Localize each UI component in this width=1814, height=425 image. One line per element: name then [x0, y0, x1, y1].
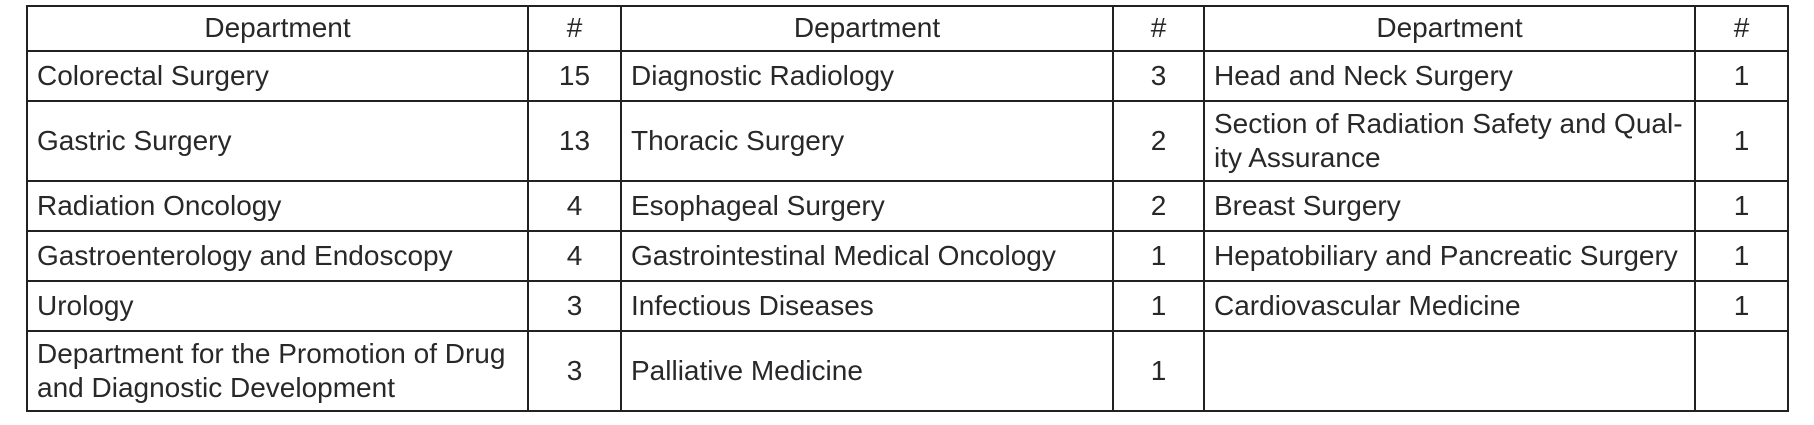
department-cell: Colorectal Surgery: [27, 51, 528, 101]
department-cell: Thoracic Surgery: [621, 101, 1113, 181]
count-cell: 1: [1695, 231, 1788, 281]
department-header: Department: [621, 6, 1113, 51]
department-cell: [1204, 331, 1695, 411]
count-cell: 13: [528, 101, 621, 181]
department-cell: Gastric Surgery: [27, 101, 528, 181]
department-cell: Palliative Medicine: [621, 331, 1113, 411]
department-header: Department: [27, 6, 528, 51]
count-cell: 2: [1113, 101, 1204, 181]
count-cell: 4: [528, 231, 621, 281]
count-cell: 1: [1113, 231, 1204, 281]
department-cell: Section of Radiation Safety and Quality Assurance: [1204, 101, 1695, 181]
department-cell: Diagnostic Radiology: [621, 51, 1113, 101]
department-cell: Head and Neck Surgery: [1204, 51, 1695, 101]
count-cell: 1: [1695, 51, 1788, 101]
department-cell: Hepatobiliary and Pancreatic Surgery: [1204, 231, 1695, 281]
table-row: [27, 231, 1788, 281]
department-cell: Gastroenterology and Endoscopy: [27, 231, 528, 281]
count-cell: 1: [1113, 281, 1204, 331]
count-cell: 15: [528, 51, 621, 101]
count-header: #: [1695, 6, 1788, 51]
table-header-row: [27, 6, 1788, 51]
department-cell: Breast Surgery: [1204, 181, 1695, 231]
count-cell: 1: [1695, 101, 1788, 181]
count-cell: 3: [528, 281, 621, 331]
count-header: #: [1113, 6, 1204, 51]
table-row: [27, 331, 1788, 411]
departments-table: [26, 5, 1789, 412]
count-cell: 1: [1695, 181, 1788, 231]
department-header: Department: [1204, 6, 1695, 51]
table-row: [27, 181, 1788, 231]
count-cell: 2: [1113, 181, 1204, 231]
department-cell: Esophageal Surgery: [621, 181, 1113, 231]
count-cell: 3: [1113, 51, 1204, 101]
department-cell: Radiation Oncology: [27, 181, 528, 231]
table-row: [27, 281, 1788, 331]
department-cell: Urology: [27, 281, 528, 331]
department-cell: Department for the Promotion of Drug and Diagnostic Development: [27, 331, 528, 411]
count-cell: 1: [1113, 331, 1204, 411]
count-cell: 3: [528, 331, 621, 411]
department-cell: Infectious Diseases: [621, 281, 1113, 331]
table-row: [27, 51, 1788, 101]
count-cell: [1695, 331, 1788, 411]
count-header: #: [528, 6, 621, 51]
count-cell: 1: [1695, 281, 1788, 331]
department-cell: Cardiovascular Medicine: [1204, 281, 1695, 331]
count-cell: 4: [528, 181, 621, 231]
department-cell: Gastrointestinal Medical Oncology: [621, 231, 1113, 281]
table-row: [27, 101, 1788, 181]
